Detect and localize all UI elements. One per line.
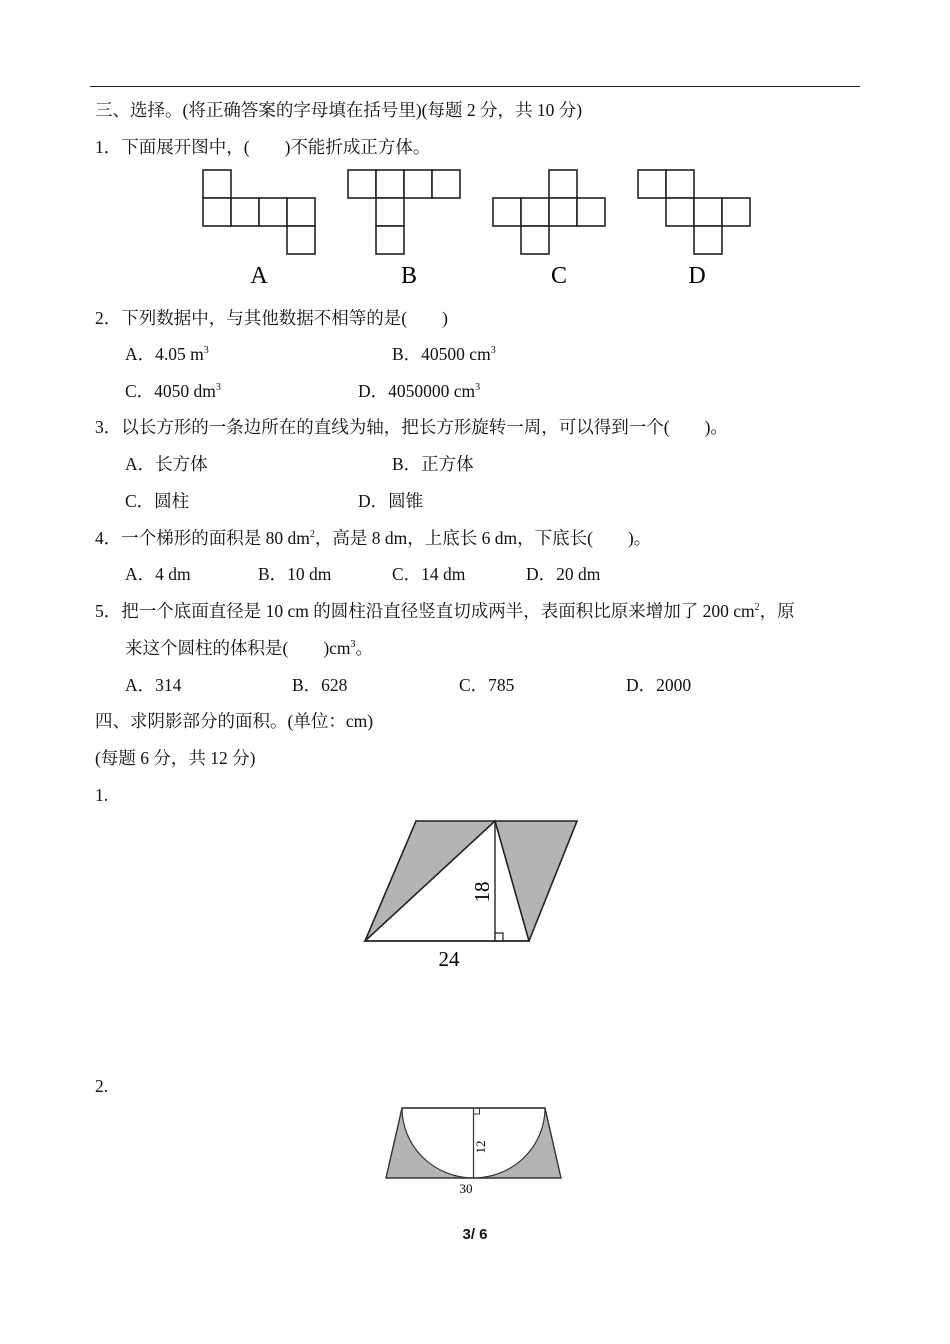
section-4-note: (每题 6 分，共 12 分): [95, 748, 256, 768]
q4-option-d: D．20 dm: [526, 564, 601, 584]
q1-stem: 1．下面展开图中，( )不能折成正方体。: [95, 137, 431, 157]
net-label-d: D: [688, 263, 706, 289]
q5-option-b: B．628: [292, 675, 348, 695]
net-label-c: C: [550, 263, 568, 289]
q2-stem: 2．下列数据中，与其他数据不相等的是( ): [95, 308, 448, 328]
net-label-b: B: [400, 263, 418, 289]
q3-option-a: A．长方体: [125, 454, 208, 474]
q5-option-d: D．2000: [626, 675, 692, 695]
q2-option-d: D．4050000 $cm^3$: [358, 381, 481, 401]
q2-option-c: C．4050 $dm^3$: [125, 381, 221, 401]
q3-stem: 3．以长方形的一条边所在的直线为轴，把长方形旋转一周，可以得到一个( )。: [95, 417, 728, 437]
q2-option-b: B．40500 $cm^3$: [392, 344, 496, 364]
q3-option-b: B．正方体: [392, 454, 474, 474]
section-4-heading: 四、求阴影部分的面积。(单位：cm): [95, 711, 374, 731]
q5-option-c: C．785: [459, 675, 515, 695]
base-label: 24: [438, 947, 460, 971]
net-label-a: A: [250, 263, 268, 289]
q3-option-c: C．圆柱: [125, 491, 190, 511]
q4-option-c: C．14 dm: [392, 564, 466, 584]
q4-option-b: B．10 dm: [258, 564, 332, 584]
page-number: 3/ 6: [462, 1226, 488, 1243]
q3-option-d: D．圆锥: [358, 491, 424, 511]
height-label: 18: [470, 881, 494, 903]
problem-1-number: 1.: [95, 785, 109, 805]
q5-option-a: A．314: [125, 675, 182, 695]
trapezoid-base-label: 30: [459, 1181, 473, 1196]
q5-stem-line1: 5．把一个底面直径是 10 cm 的圆柱沿直径竖直切成两半，表面积比原来增加了 200 $cm^2$，原: [95, 601, 795, 621]
radius-label: 12: [473, 1140, 488, 1154]
q2-option-a: A．4.05 $m^3$: [125, 344, 209, 364]
problem-2-number: 2.: [95, 1076, 109, 1096]
q5-stem-line2: 来这个圆柱的体积是( )$cm^3$。: [125, 638, 374, 658]
section-3-heading: 三、选择。(将正确答案的字母填在括号里)(每题 2 分，共 10 分): [95, 100, 583, 120]
q4-option-a: A．4 dm: [125, 564, 191, 584]
q4-stem: 4．一个梯形的面积是 80 $dm^2$，高是 8 dm，上底长 6 dm，下底长( )。: [95, 528, 652, 548]
